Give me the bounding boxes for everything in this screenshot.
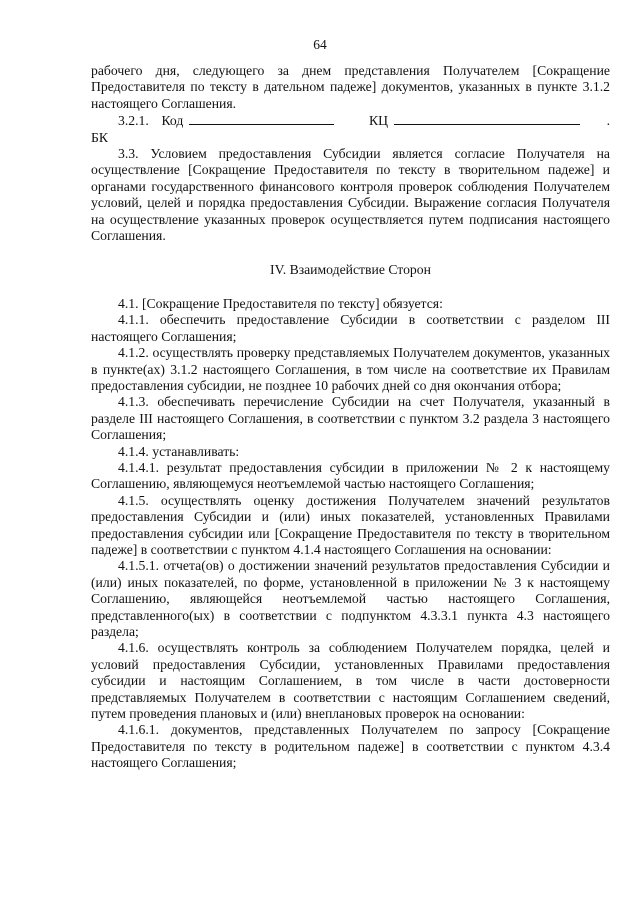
page-number: 64 (313, 37, 327, 52)
code-bk-label: 3.2.1. Код БК (91, 113, 184, 145)
paragraph: 3.3. Условием предоставления Субсидии является согласие Получателя на осуществление [Сокращение Предоставителя по тексту в творительном падеже] и органами государственного финансового контроля проверок соблюдения Получателем условий, целей и порядка предоставления Субсидии. Выражение согласия Получателя на осуществление указанных проверок осуществляется путем подписания настоящего Соглашения. (91, 146, 610, 244)
kc-label: КЦ (368, 113, 388, 129)
paragraph: 4.1.5. осуществлять оценку достижения Получателем значений результатов предоставления Субсидии и (или) иных показателей, установленных Правилами предоставления субсидии или [Сокращение Предоставителя по тексту в творительном падеже] в соответствии с пунктом 4.1.4 настоящего Соглашения на основании: (91, 492, 610, 557)
paragraph: 4.1.3. обеспечивать перечисление Субсидии на счет Получателя, указанный в разделе III настоящего Соглашения, в соответствии с пунктом 3.2 раздела 3 настоящего Соглашения; (91, 394, 610, 443)
section-heading: IV. Взаимодействие Сторон (270, 262, 431, 278)
paragraph: 4.1.6. осуществлять контроль за соблюдением Получателем порядка, целей и условий предоставления Субсидии, установленных Правилами предоставления субсидии и настоящим Соглашением, в том числе в части достоверности представляемых Получателем в соответствии с настоящим Соглашением сведений, путем проведения плановых и (или) внеплановых проверок на основании: (91, 640, 610, 722)
code-bk-blank (189, 112, 334, 125)
paragraph: 4.1.1. обеспечить предоставление Субсидии в соответствии с разделом III настоящего Соглашения; (91, 312, 610, 344)
code-bk-line (91, 112, 610, 146)
paragraph: 4.1.6.1. документов, представленных Получателем по запросу [Сокращение Предоставителя по тексту в родительном падеже] в соответствии с пунктом 4.3.4 настоящего Соглашения; (91, 722, 610, 771)
code-line-end: . (606, 113, 610, 129)
paragraph: рабочего дня, следующего за днем представления Получателем [Сокращение Предоставителя по тексту в дательном падеже] документов, указанных в пункте 3.1.2 настоящего Соглашения. (91, 63, 610, 111)
kc-blank (394, 112, 580, 125)
paragraph: 4.1.2. осуществлять проверку представляемых Получателем документов, указанных в пункте(ах) 3.1.2 настоящего Соглашения, в том числе на соответствие их Правилам предоставления субсидии, не позднее 10 рабочих дней со дня окончания отбора; (91, 345, 610, 393)
document-body (91, 63, 610, 772)
paragraph: 4.1. [Сокращение Предоставителя по тексту] обязуется: (118, 295, 443, 311)
paragraph: 4.1.4. устанавливать: (118, 443, 240, 459)
paragraph: 4.1.4.1. результат предоставления субсидии в приложении № 2 к настоящему Соглашению, являющемуся неотъемлемой частью настоящего Соглашения; (91, 459, 610, 492)
paragraph: 4.1.5.1. отчета(ов) о достижении значений результатов предоставления Субсидии и (или) иных показателей, по форме, установленной в приложении № 3 к настоящему Соглашению, являющейся неотъемлемой частью настоящего Соглашения, представленного(ых) в соответствии с подпунктом 4.3.3.1 пункта 4.3 настоящего раздела; (91, 558, 610, 639)
